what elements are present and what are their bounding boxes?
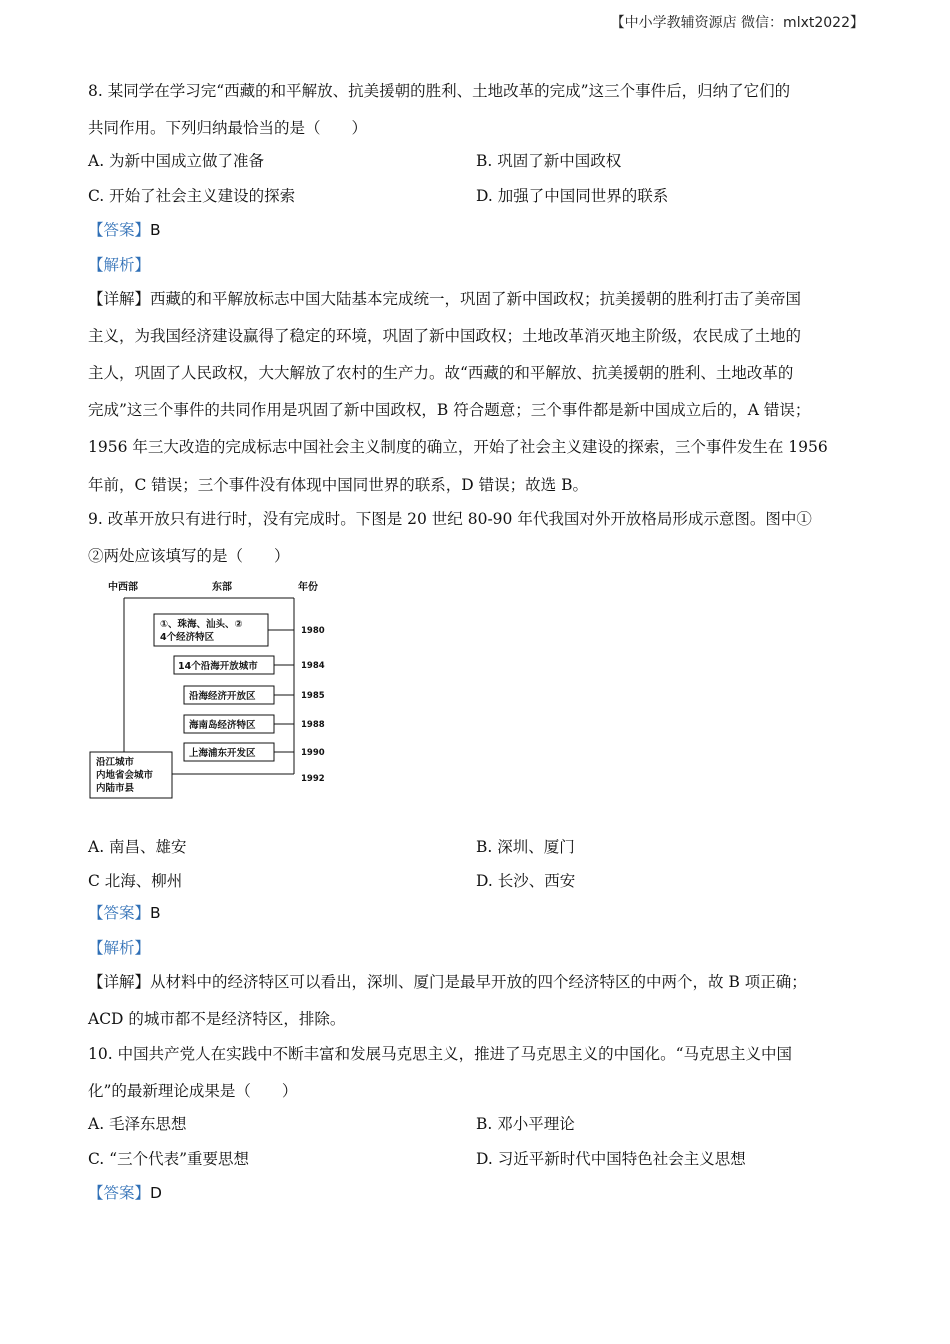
q8-answer xyxy=(88,219,161,241)
q8-detail-line2: 主义，为我国经济建设赢得了稳定的环境，巩固了新中国政权；土地改革消灭地主阶级，农民成了土地的 xyxy=(88,327,802,345)
box-hainan-label: 海南岛经济特区 xyxy=(189,720,256,731)
q10-option-d: D. 习近平新时代中国特色社会主义思想 xyxy=(476,1150,746,1168)
box-special-zones-line1: ①、珠海、汕头、② xyxy=(160,619,243,630)
q10-answer xyxy=(88,1182,162,1204)
q8-option-c: C. 开始了社会主义建设的探索 xyxy=(88,187,296,205)
opening-up-diagram xyxy=(86,576,336,806)
detail-text: 西藏的和平解放标志中国大陆基本完成统一，巩固了新中国政权；抗美援朝的胜利打击了美帝国 xyxy=(150,290,802,308)
q9-stem-line2: ②两处应该填写的是（ ） xyxy=(88,547,290,565)
year-1980: 1980 xyxy=(301,626,325,636)
year-1992: 1992 xyxy=(301,774,325,784)
q8-stem-line1: 8. 某同学在学习完“西藏的和平解放、抗美援朝的胜利、土地改革的完成”这三个事件后，归纳了它们的 xyxy=(88,82,791,100)
q10-stem-line2: 化”的最新理论成果是（ ） xyxy=(88,1082,298,1100)
q8-option-d: D. 加强了中国同世界的联系 xyxy=(476,187,669,205)
box-inland-line2: 内地省会城市 xyxy=(96,770,154,781)
box-coastal-open-zone-label: 沿海经济开放区 xyxy=(189,691,256,702)
q9-stem-line1: 9. 改革开放只有进行时，没有完成时。下图是 20 世纪 80-90 年代我国对外开放格局形成示意图。图中① xyxy=(88,510,812,528)
q8-stem-line2: 共同作用。下列归纳最恰当的是（ ） xyxy=(88,119,368,137)
q8-option-a: A. 为新中国成立做了准备 xyxy=(88,152,265,170)
q9-detail-line2: ACD 的城市都不是经济特区，排除。 xyxy=(88,1010,346,1028)
answer-value: B xyxy=(150,904,161,922)
q9-option-b: B. 深圳、厦门 xyxy=(476,838,575,856)
answer-tag: 【答案】 xyxy=(88,1184,151,1202)
column-east-label: 东部 xyxy=(212,582,232,593)
q9-detail-line1 xyxy=(88,971,807,993)
q10-option-a: A. 毛泽东思想 xyxy=(88,1115,187,1133)
detail-tag: 【详解】 xyxy=(88,973,151,991)
box-inland-line1: 沿江城市 xyxy=(96,757,135,768)
column-year-label: 年份 xyxy=(298,582,318,593)
q8-analysis-tag: 【解析】 xyxy=(88,256,151,274)
q8-detail-line4: 完成”这三个事件的共同作用是巩固了新中国政权，B 符合题意；三个事件都是新中国成立后的，A 错误； xyxy=(88,401,811,419)
box-special-zones-line2: 4个经济特区 xyxy=(160,632,215,643)
box-coastal-cities-label: 14个沿海开放城市 xyxy=(178,661,258,672)
q9-option-a: A. 南昌、雄安 xyxy=(88,838,187,856)
q9-option-d: D. 长沙、西安 xyxy=(476,872,576,890)
q8-detail-line1 xyxy=(88,288,801,310)
q10-option-b: B. 邓小平理论 xyxy=(476,1115,575,1133)
year-1988: 1988 xyxy=(301,720,325,730)
q9-analysis-tag: 【解析】 xyxy=(88,939,151,957)
detail-text: 从材料中的经济特区可以看出，深圳、厦门是最早开放的四个经济特区的中两个，故 B 项正确； xyxy=(150,973,807,991)
column-west-label: 中西部 xyxy=(108,582,138,593)
detail-tag: 【详解】 xyxy=(88,290,151,308)
q9-answer xyxy=(88,902,161,924)
q8-detail-line5: 1956 年三大改造的完成标志中国社会主义制度的确立，开始了社会主义建设的探索，三个事件发生在 1956 xyxy=(88,438,828,456)
answer-value: D xyxy=(150,1184,162,1202)
year-1984: 1984 xyxy=(301,661,325,671)
header-watermark: 【中小学教辅资源店 微信：mlxt2022】 xyxy=(610,15,864,31)
q10-stem-line1: 10. 中国共产党人在实践中不断丰富和发展马克思主义，推进了马克思主义的中国化。“马克思主义中国 xyxy=(88,1045,793,1063)
year-1990: 1990 xyxy=(301,748,325,758)
answer-value: B xyxy=(150,221,161,239)
answer-tag: 【答案】 xyxy=(88,904,151,922)
q10-option-c: C. “三个代表”重要思想 xyxy=(88,1150,250,1168)
q8-option-b: B. 巩固了新中国政权 xyxy=(476,152,622,170)
year-1985: 1985 xyxy=(301,691,325,701)
answer-tag: 【答案】 xyxy=(88,221,151,239)
q8-detail-line3: 主人，巩固了人民政权，大大解放了农村的生产力。故“西藏的和平解放、抗美援朝的胜利、土地改革的 xyxy=(88,364,794,382)
box-pudong-label: 上海浦东开发区 xyxy=(189,748,256,759)
q8-detail-line6: 年前，C 错误；三个事件没有体现中国同世界的联系，D 错误；故选 B。 xyxy=(88,476,588,494)
box-inland-line3: 内陆市县 xyxy=(96,783,135,794)
q9-option-c: C 北海、柳州 xyxy=(88,872,183,890)
